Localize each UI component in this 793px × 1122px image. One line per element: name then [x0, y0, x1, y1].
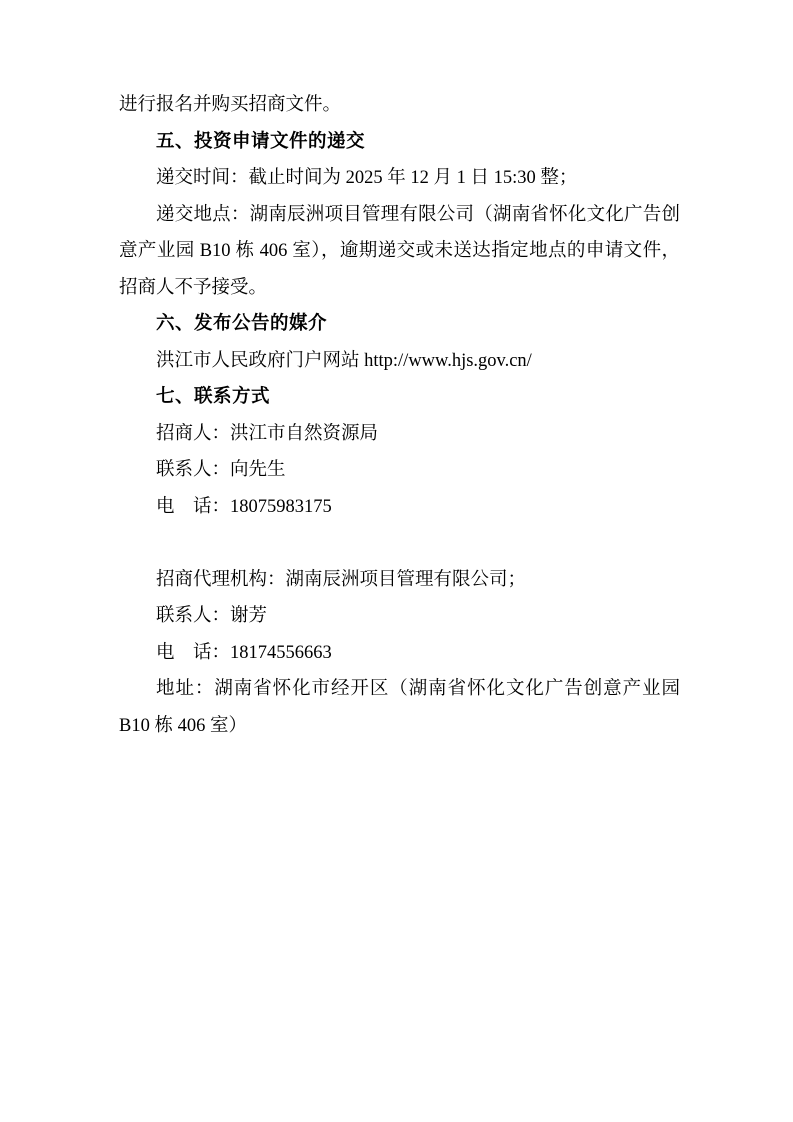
- paragraph-contact-person-2: 联系人：谢芳: [156, 606, 268, 626]
- paragraph-investment-inviter: 招商人：洪江市自然资源局: [156, 423, 379, 444]
- paragraph-submission-deadline: 递交时间：截止时间为 2025 年 12 月 1 日 15:30 整；: [156, 168, 578, 188]
- paragraph-phone-2: 电 话：18174556663: [156, 642, 332, 663]
- paragraph-address: 地址：湖南省怀化市经开区（湖南省怀化文化广告创意产业园 B10 栋 406 室）: [119, 679, 680, 736]
- paragraph-contact-person-1: 联系人：向先生: [156, 460, 286, 480]
- heading-section-five-submission: 五、投资申请文件的递交: [156, 131, 366, 152]
- heading-section-seven-contact: 七、联系方式: [156, 387, 271, 407]
- heading-section-six-media: 六、发布公告的媒介: [156, 314, 328, 334]
- blank-line: [119, 525, 680, 562]
- continuation-paragraph: 进行报名并购买招商文件。: [119, 95, 342, 115]
- paragraph-announcement-website: 洪江市人民政府门户网站 http://www.hjs.gov.cn/: [156, 350, 532, 371]
- paragraph-phone-1: 电 话：18075983175: [156, 496, 332, 517]
- paragraph-submission-location: 递交地点：湖南辰洲项目管理有限公司（湖南省怀化文化广告创意产业园 B10 栋 406 室），逾期递交或未送达指定地点的申请文件，招商人不予接受。: [119, 204, 680, 298]
- paragraph-agency: 招商代理机构：湖南辰洲项目管理有限公司；: [156, 569, 527, 590]
